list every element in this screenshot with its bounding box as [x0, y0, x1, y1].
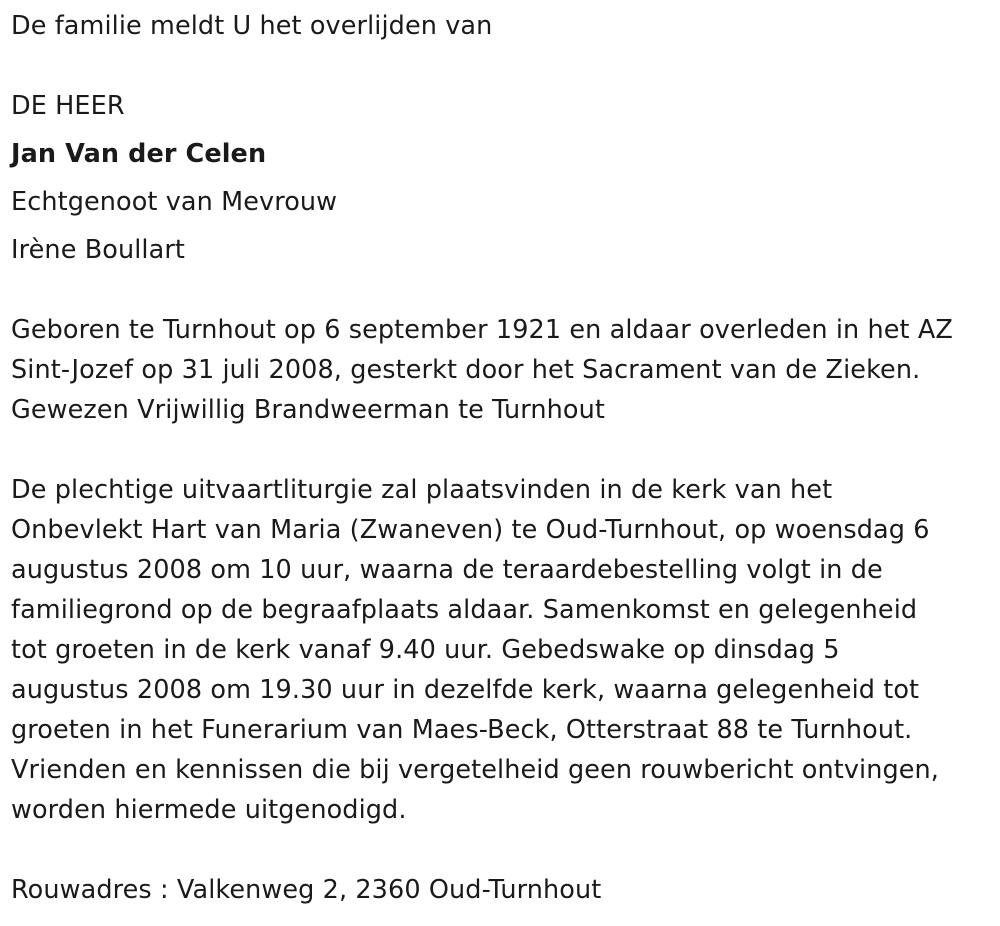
funeral-line: worden hiermede uitgenodigd.: [11, 795, 407, 825]
birth-line: Geboren te Turnhout op 6 september 1921 en aldaar overleden in het AZ: [11, 315, 953, 345]
birth-line: Gewezen Vrijwillig Brandweerman te Turnhout: [11, 395, 605, 425]
intro-text: De familie meldt U het overlijden van: [11, 11, 493, 41]
funeral-line: Onbevlekt Hart van Maria (Zwaneven) te Oud-Turnhout, op woensdag 6: [11, 515, 930, 545]
funeral-line: groeten in het Funerarium van Maes-Beck, Otterstraat 88 te Turnhout.: [11, 715, 913, 745]
funeral-line: Vrienden en kennissen die bij vergetelheid geen rouwbericht ontvingen,: [11, 755, 940, 785]
deceased-name: Jan Van der Celen: [11, 139, 267, 169]
birth-paragraph: [11, 310, 953, 430]
honorific-title: DE HEER: [11, 91, 125, 121]
funeral-line: augustus 2008 om 19.30 uur in dezelfde kerk, waarna gelegenheid tot: [11, 675, 920, 705]
spouse-line-1: Echtgenoot van Mevrouw: [11, 187, 338, 217]
funeral-line: tot groeten in de kerk vanaf 9.40 uur. Gebedswake op dinsdag 5: [11, 635, 840, 665]
spouse-line-2: Irène Boullart: [11, 235, 186, 265]
funeral-line: De plechtige uitvaartliturgie zal plaatsvinden in de kerk van het: [11, 475, 833, 505]
funeral-line: augustus 2008 om 10 uur, waarna de teraardebestelling volgt in de: [11, 555, 883, 585]
birth-line: Sint-Jozef op 31 juli 2008, gesterkt door het Sacrament van de Zieken.: [11, 355, 921, 385]
funeral-paragraph: [11, 470, 939, 830]
mourning-address: Rouwadres : Valkenweg 2, 2360 Oud-Turnhout: [11, 875, 602, 905]
funeral-line: familiegrond op de begraafplaats aldaar. Samenkomst en gelegenheid: [11, 595, 918, 625]
